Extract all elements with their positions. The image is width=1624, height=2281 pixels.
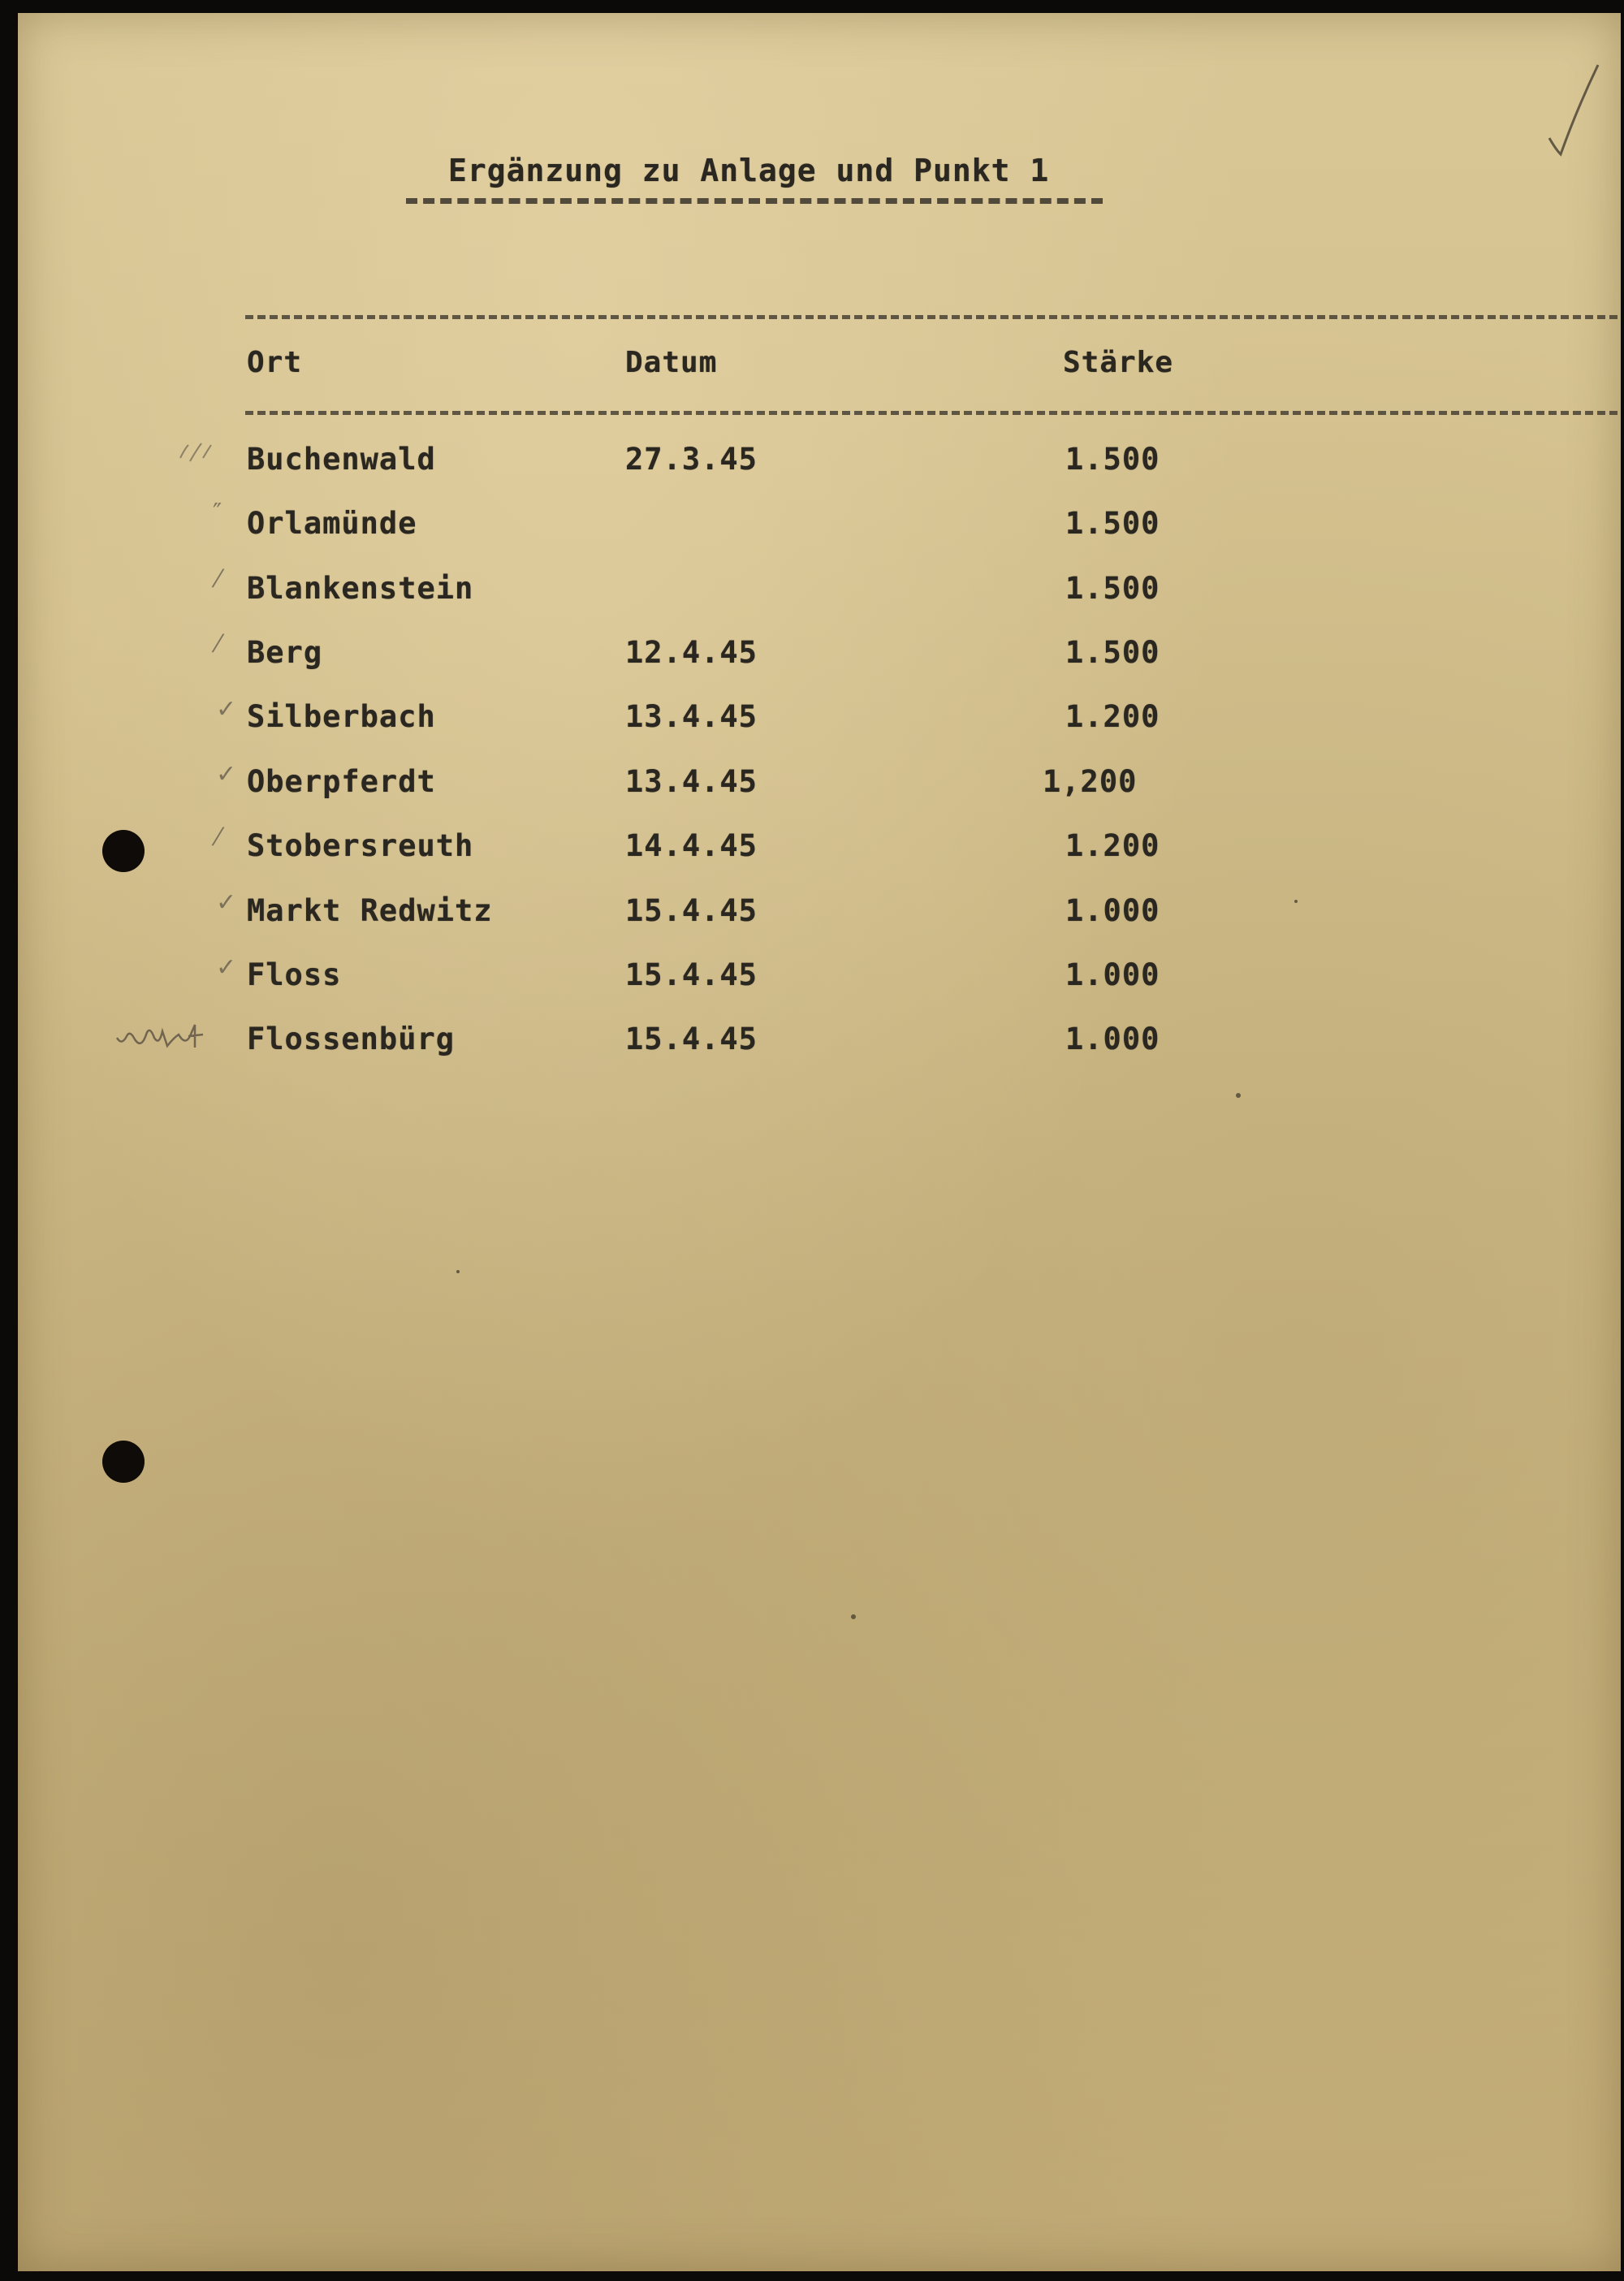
paper-speck <box>456 1270 460 1273</box>
handwritten-tick-icon: ✓ <box>216 888 237 917</box>
cell-staerke: 1.500 <box>1065 506 1160 541</box>
cell-staerke: 1.000 <box>1065 1022 1160 1056</box>
handwritten-tick-icon: ⁄ <box>216 565 221 594</box>
table-header-rule <box>245 411 1618 415</box>
cell-datum: 12.4.45 <box>625 635 758 670</box>
cell-ort: Orlamünde <box>247 506 417 541</box>
cell-ort: Markt Redwitz <box>247 893 493 928</box>
cell-datum: 14.4.45 <box>625 828 758 863</box>
cell-ort: Flossenbürg <box>247 1022 456 1056</box>
cell-staerke: 1.000 <box>1065 957 1160 992</box>
paper-speck <box>851 1614 856 1619</box>
cell-staerke: 1.200 <box>1065 699 1160 734</box>
cell-ort: Oberpferdt <box>247 764 436 799</box>
document-title: Ergänzung zu Anlage und Punkt 1 <box>448 153 1050 188</box>
handwritten-tick-icon: ″ <box>213 499 222 527</box>
table-top-rule <box>245 315 1618 319</box>
paper-speck <box>1294 900 1298 903</box>
handwritten-check-mark <box>1544 60 1601 166</box>
handwritten-margin-mark <box>177 434 218 474</box>
title-underline <box>406 198 1103 204</box>
handwritten-tick-icon: ⁄ <box>216 630 221 659</box>
handwritten-tick-icon: ⁄ <box>216 823 221 852</box>
cell-staerke: 1.500 <box>1065 571 1160 606</box>
cell-staerke: 1,200 <box>1043 764 1138 799</box>
cell-ort: Floss <box>247 957 342 992</box>
punch-hole <box>102 1441 145 1483</box>
handwritten-tick-icon: ✓ <box>216 953 237 982</box>
cell-datum: 15.4.45 <box>625 957 758 992</box>
cell-ort: Stobersreuth <box>247 828 474 863</box>
cell-ort: Silberbach <box>247 699 436 734</box>
column-header-datum: Datum <box>625 346 718 379</box>
column-header-staerke: Stärke <box>1063 346 1174 379</box>
handwritten-margin-note <box>114 1013 227 1062</box>
paper-speck <box>1236 1093 1241 1098</box>
cell-ort: Berg <box>247 635 323 670</box>
column-header-ort: Ort <box>247 346 303 379</box>
cell-datum: 13.4.45 <box>625 764 758 799</box>
cell-staerke: 1.000 <box>1065 893 1160 928</box>
cell-staerke: 1.500 <box>1065 442 1160 477</box>
document-page <box>18 13 1621 2271</box>
cell-staerke: 1.200 <box>1065 828 1160 863</box>
cell-datum: 15.4.45 <box>625 893 758 928</box>
punch-hole <box>102 830 145 872</box>
cell-ort: Blankenstein <box>247 571 474 606</box>
cell-staerke: 1.500 <box>1065 635 1160 670</box>
cell-datum: 27.3.45 <box>625 442 758 477</box>
cell-ort: Buchenwald <box>247 442 436 477</box>
cell-datum: 15.4.45 <box>625 1022 758 1056</box>
handwritten-tick-icon: ✓ <box>216 760 237 788</box>
cell-datum: 13.4.45 <box>625 699 758 734</box>
handwritten-tick-icon: ✓ <box>216 695 237 724</box>
